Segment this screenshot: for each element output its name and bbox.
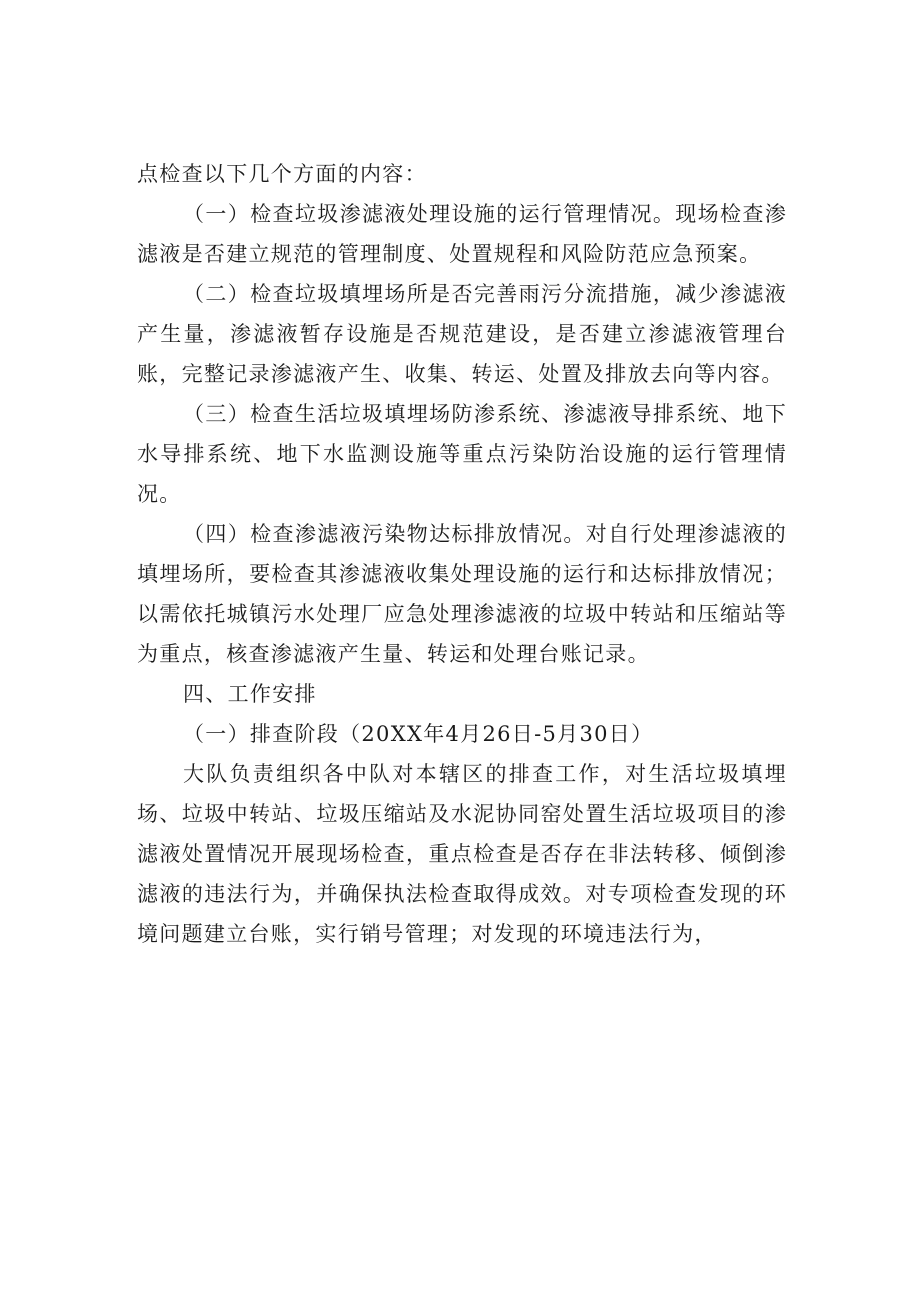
document-body xyxy=(137,154,787,954)
subsection-heading-investigation-phase: （一）排查阶段（20XX年4月26日-5月30日） xyxy=(183,722,654,746)
paragraph-item-2: （二）检查垃圾填埋场所是否完善雨污分流措施，减少渗滤液产生量，渗滤液暂存设施是否规范建设，是否建立渗滤液管理台账，完整记录渗滤液产生、收集、转运、处置及排放去向等内容。 xyxy=(137,282,787,386)
paragraph-investigation-body: 大队负责组织各中队对本辖区的排查工作，对生活垃圾填埋场、垃圾中转站、垃圾压缩站及水泥协同窑处置生活垃圾项目的渗滤液处置情况开展现场检查，重点检查是否存在非法转移、倾倒渗滤液的违法行为，并确保执法检查取得成效。对专项检查发现的环境问题建立台账，实行销号管理；对发现的环境违法行为， xyxy=(137,762,787,946)
paragraph-item-4: （四）检查渗滤液污染物达标排放情况。对自行处理渗滤液的填埋场所，要检查其渗滤液收集处理设施的运行和达标排放情况；以需依托城镇污水处理厂应急处理渗滤液的垃圾中转站和压缩站等为重点，核查渗滤液产生量、转运和处理台账记录。 xyxy=(137,522,787,666)
paragraph-item-3: （三）检查生活垃圾填埋场防渗系统、渗滤液导排系统、地下水导排系统、地下水监测设施等重点污染防治设施的运行管理情况。 xyxy=(137,402,787,506)
paragraph-item-1: （一）检查垃圾渗滤液处理设施的运行管理情况。现场检查渗滤液是否建立规范的管理制度、处置规程和风险防范应急预案。 xyxy=(137,202,787,266)
section-heading-work-arrangement: 四、工作安排 xyxy=(183,682,317,706)
paragraph-continuation: 点检查以下几个方面的内容： xyxy=(137,162,427,186)
